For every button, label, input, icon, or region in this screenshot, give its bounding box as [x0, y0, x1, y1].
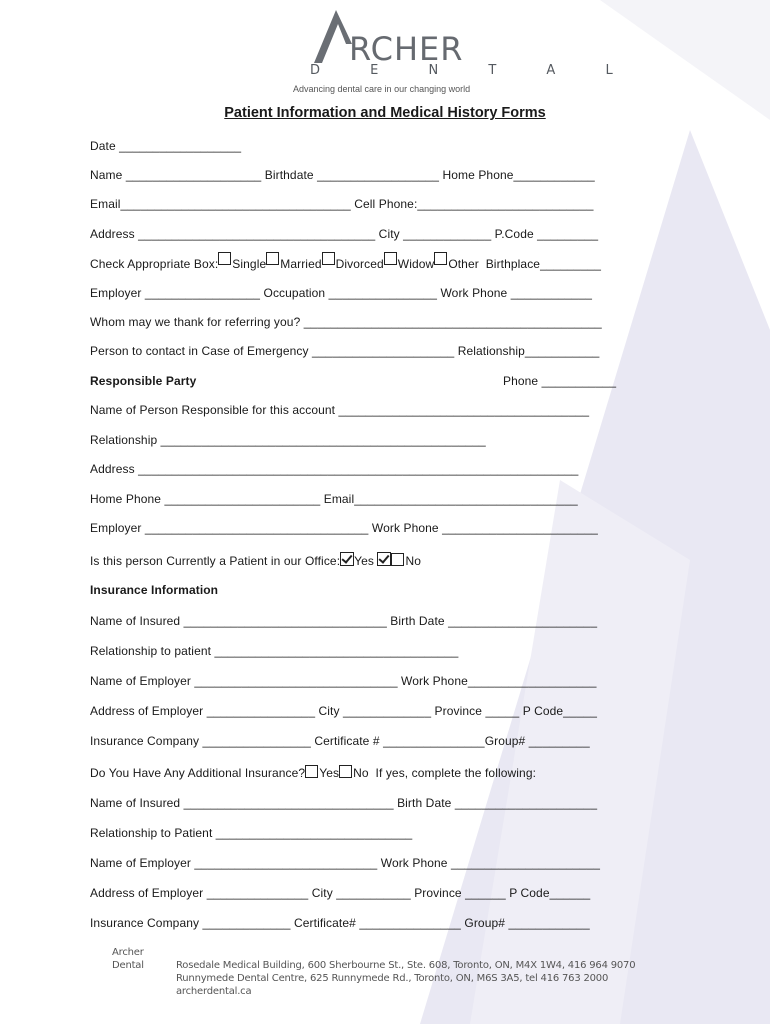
additional-no-label: No [353, 766, 369, 780]
additional-insurance-row [90, 765, 536, 780]
responsible-employer-field[interactable]: Employer _________________________________ Work Phone _______________________ [90, 521, 598, 535]
responsible-phone-email-field[interactable]: Home Phone _______________________ Email_________________________________ [90, 492, 578, 506]
insured-name-field[interactable]: Name of Insured ______________________________ Birth Date ______________________ [90, 614, 598, 628]
additional-no-checkbox[interactable] [339, 765, 352, 778]
date-field[interactable]: Date __________________ [90, 139, 242, 153]
marital-status-row [90, 256, 601, 271]
insurance-company-field[interactable]: Insurance Company ________________ Certificate # _______________Group# _________ [90, 734, 590, 748]
current-patient-no-checkbox[interactable] [391, 553, 404, 566]
responsible-relationship-field[interactable]: Relationship ________________________________________________ [90, 433, 486, 447]
brand-name: RCHER [349, 30, 464, 68]
page-title: Patient Information and Medical History Forms [224, 105, 546, 121]
current-patient-no-checkbox-placeholder [377, 552, 391, 566]
emergency-contact-field[interactable]: Person to contact in Case of Emergency _____________________ Relationship___________ [90, 344, 600, 358]
widow-label: Widow [397, 257, 435, 271]
insured-employer-address-field[interactable]: Address of Employer ________________ City _____________ Province _____ P Code_____ [90, 704, 598, 718]
responsible-phone-field[interactable]: Phone ___________ [503, 374, 617, 388]
current-patient-row [90, 552, 421, 568]
other-checkbox[interactable] [434, 252, 447, 265]
married-label: Married [280, 257, 322, 271]
single-label: Single [232, 257, 267, 271]
second-insurance-company-field[interactable]: Insurance Company _____________ Certificate# _______________ Group# ____________ [90, 916, 590, 930]
other-label: Other [448, 257, 479, 271]
birthplace-field[interactable]: Birthplace_________ [485, 257, 602, 271]
footer-line-1: Rosedale Medical Building, 600 Sherbourne St., Ste. 608, Toronto, ON, M4X 1W4, 416 964 9070 [176, 960, 636, 971]
second-insured-name-field[interactable]: Name of Insured _______________________________ Birth Date _____________________ [90, 796, 598, 810]
insured-employer-field[interactable]: Name of Employer ______________________________ Work Phone___________________ [90, 674, 597, 688]
address-city-postal-field[interactable]: Address ___________________________________ City _____________ P.Code _________ [90, 227, 599, 241]
additional-yes-label: Yes [319, 766, 340, 780]
current-patient-no-label: No [405, 554, 422, 568]
single-checkbox[interactable] [218, 252, 231, 265]
brand-subtitle: D E N T A L [310, 63, 636, 78]
responsible-party-heading: Responsible Party [90, 374, 197, 388]
responsible-address-field[interactable]: Address _________________________________________________________________ [90, 462, 579, 476]
footer-label: Archer Dental [112, 947, 144, 971]
insured-relationship-field[interactable]: Relationship to patient ____________________________________ [90, 644, 459, 658]
footer-line-2: Runnymede Dental Centre, 625 Runnymede Rd., Toronto, ON, M6S 3A5, tel 416 763 2000 [176, 973, 609, 984]
divorced-label: Divorced [335, 257, 384, 271]
additional-insurance-note: If yes, complete the following: [375, 766, 537, 780]
married-checkbox[interactable] [266, 252, 279, 265]
additional-insurance-label: Do You Have Any Additional Insurance? [90, 766, 306, 780]
second-insured-employer-address-field[interactable]: Address of Employer _______________ City ___________ Province ______ P Code______ [90, 886, 591, 900]
divorced-checkbox[interactable] [322, 252, 335, 265]
second-insured-employer-field[interactable]: Name of Employer ___________________________ Work Phone ______________________ [90, 856, 601, 870]
footer-address-block [112, 946, 635, 998]
marital-status-label: Check Appropriate Box: [90, 257, 219, 271]
email-cellphone-field[interactable]: Email__________________________________ Cell Phone:__________________________ [90, 197, 594, 211]
current-patient-yes-checkbox[interactable] [340, 552, 354, 566]
referral-field[interactable]: Whom may we thank for referring you? ____________________________________________ [90, 315, 602, 329]
brand-tagline: Advancing dental care in our changing world [293, 84, 471, 94]
footer-website-link[interactable]: archerdental.ca [176, 986, 252, 997]
employer-occupation-field[interactable]: Employer _________________ Occupation ________________ Work Phone ____________ [90, 286, 592, 300]
responsible-name-field[interactable]: Name of Person Responsible for this account _____________________________________ [90, 403, 590, 417]
current-patient-label: Is this person Currently a Patient in our Office: [90, 554, 341, 568]
name-birthdate-phone-field[interactable]: Name ____________________ Birthdate __________________ Home Phone____________ [90, 168, 595, 182]
additional-yes-checkbox[interactable] [305, 765, 318, 778]
current-patient-yes-label: Yes [354, 554, 375, 568]
second-insured-relationship-field[interactable]: Relationship to Patient _____________________________ [90, 826, 413, 840]
insurance-heading: Insurance Information [90, 583, 219, 597]
widow-checkbox[interactable] [384, 252, 397, 265]
